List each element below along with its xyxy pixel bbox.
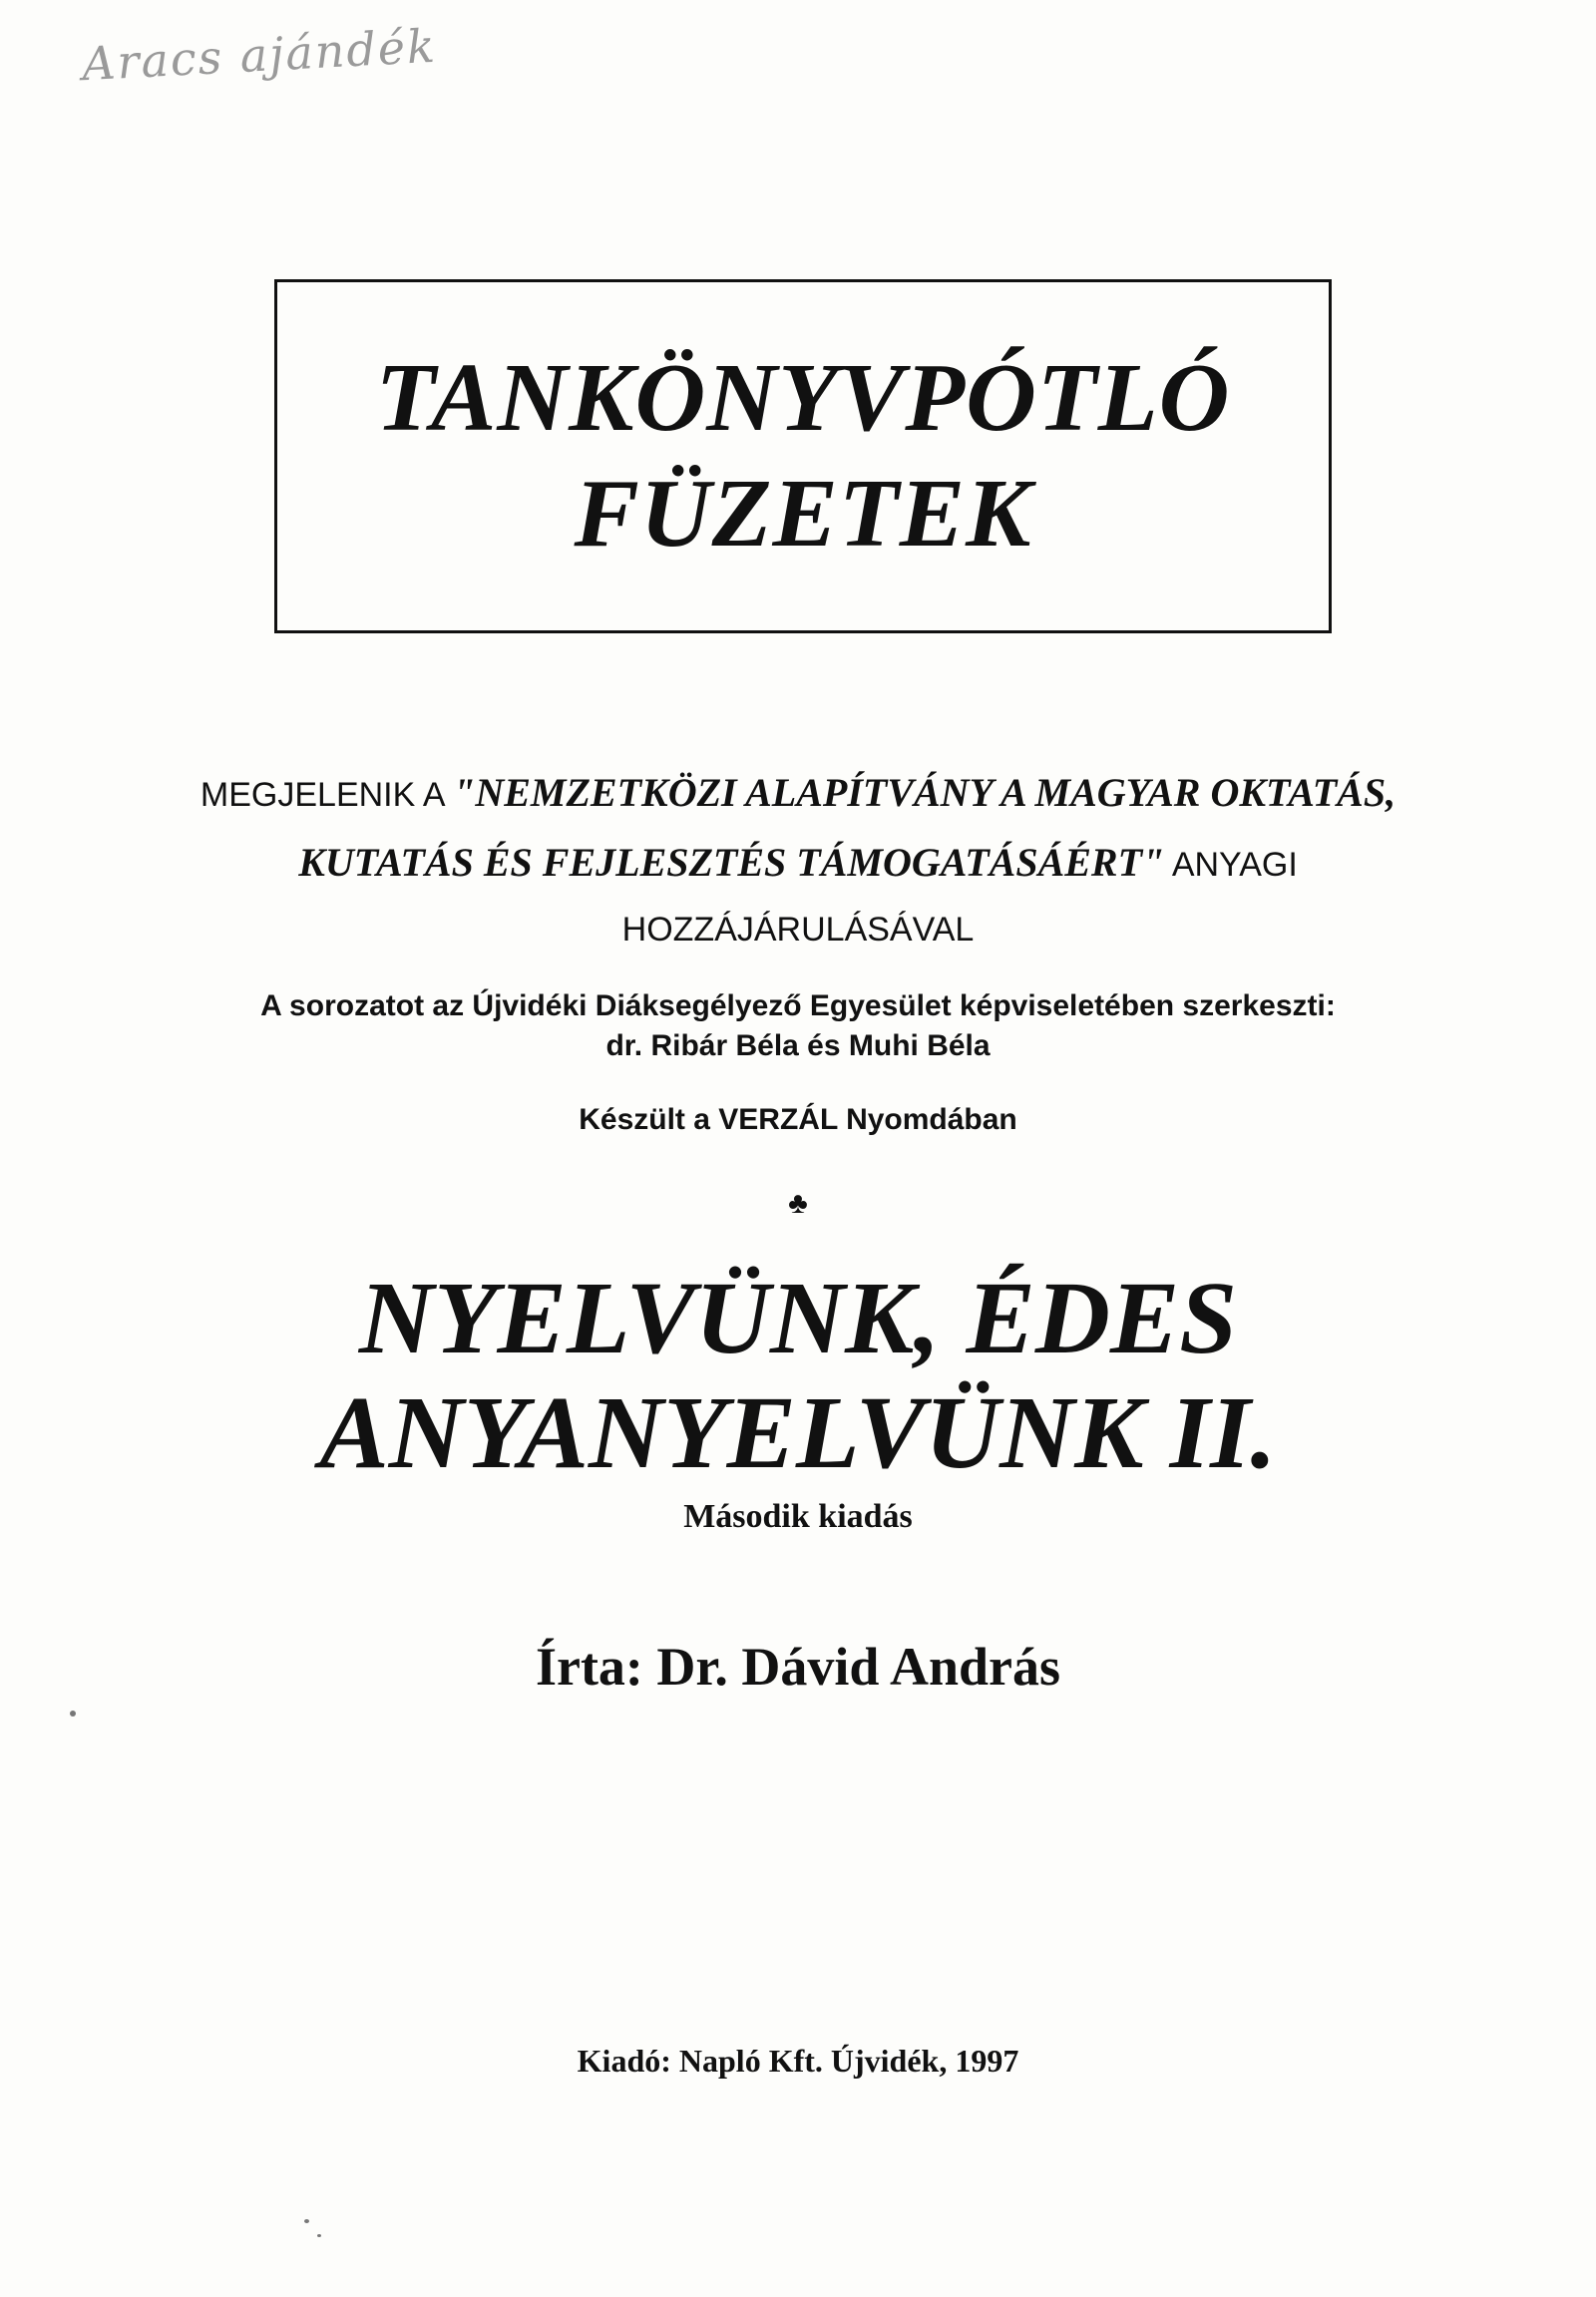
scan-speck xyxy=(304,2219,309,2223)
series-title-line2: FÜZETEK xyxy=(574,459,1032,568)
funding-org-line2: KUTATÁS ÉS FEJLESZTÉS TÁMOGATÁSÁÉRT" xyxy=(298,840,1165,885)
handwritten-note: Aracs ajándék xyxy=(80,18,439,92)
edition-label: Második kiadás xyxy=(683,1498,913,1535)
editor-line2: dr. Ribár Béla és Muhi Béla xyxy=(605,1029,991,1062)
funding-prefix: MEGJELENIK A xyxy=(200,776,454,814)
scan-speck xyxy=(317,2234,321,2237)
book-title-line1: NYELVÜNK, ÉDES xyxy=(358,1261,1238,1375)
publisher-line: Kiadó: Napló Kft. Újvidék, 1997 xyxy=(577,2043,1019,2079)
author-line: Írta: Dr. Dávid András xyxy=(535,1637,1061,1697)
printer-line: Készült a VERZÁL Nyomdában xyxy=(579,1103,1017,1136)
club-ornament-icon: ♣ xyxy=(788,1187,808,1220)
funding-org-line1: "NEMZETKÖZI ALAPÍTVÁNY A MAGYAR OKTATÁS, xyxy=(453,770,1396,815)
scan-speck xyxy=(70,1711,76,1717)
book-title-line2: ANYANYELVÜNK II. xyxy=(319,1375,1277,1490)
funding-statement xyxy=(80,770,1516,949)
editor-line1: A sorozatot az Újvidéki Diáksegélyező Egyesület képviseletében szerkeszti: xyxy=(260,989,1336,1022)
series-title-line1: TANKÖNYVPÓTLÓ xyxy=(375,343,1231,452)
funding-suffix: ANYAGI xyxy=(1164,846,1298,884)
funding-line3: HOZZÁJÁRULÁSÁVAL xyxy=(621,911,975,949)
series-title-box xyxy=(274,279,1332,633)
